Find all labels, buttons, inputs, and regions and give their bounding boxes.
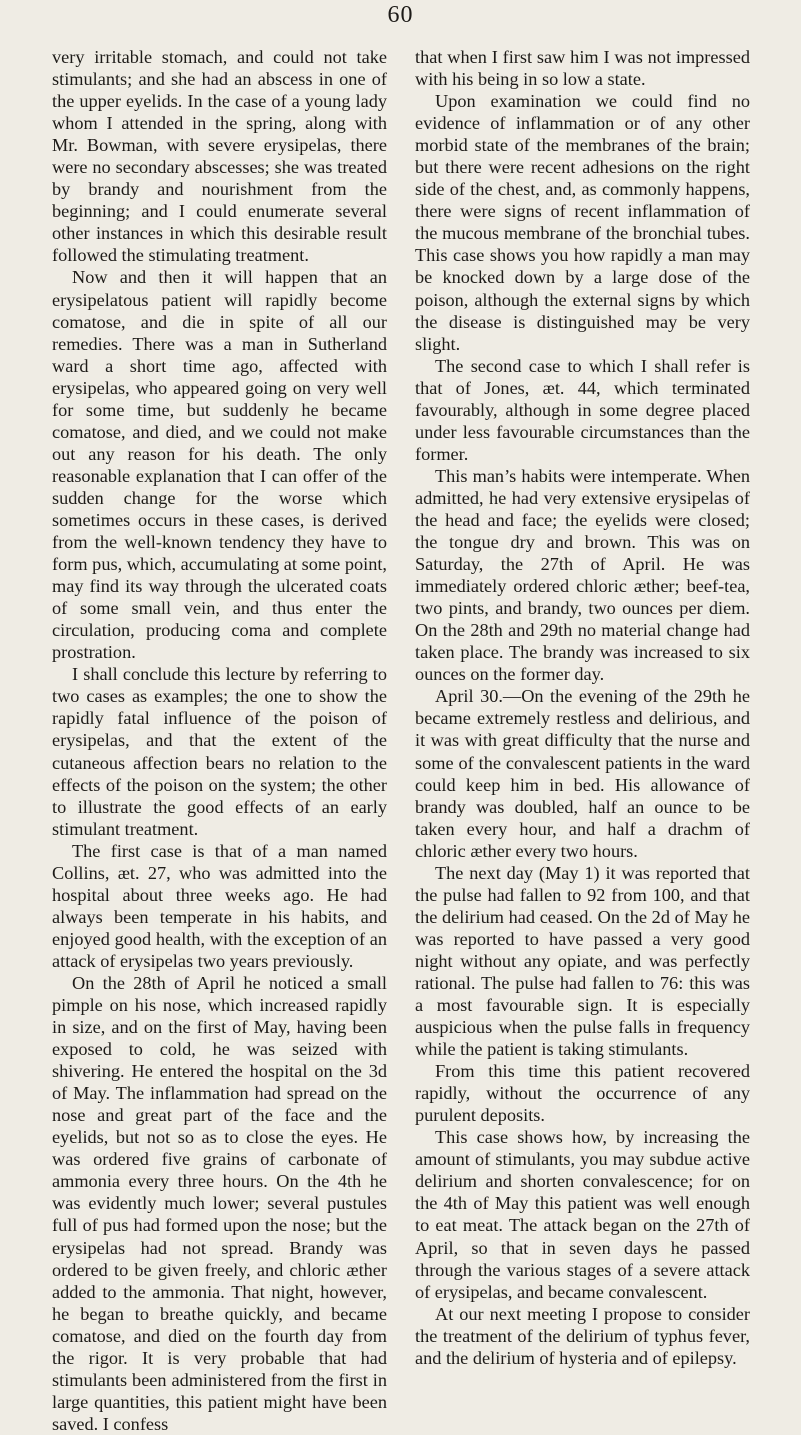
- paragraph: At our next meeting I propose to consider the treatment of the delirium of typhus fever, and the delirium of hysteria and of epilepsy.: [415, 1303, 750, 1368]
- paragraph: This man’s habits were intemperate. When admitted, he had very extensive erysipelas of the head and face; the eyelids were closed; the tongue dry and brown. This was on Saturday, the 27th of April. He was immediately ordered chloric æther; beef-tea, two pints, and brandy, two ounces per diem. On the 28th and 29th no material change had taken place. The brandy was increased to six ounces on the former day.: [415, 465, 750, 685]
- left-column: [52, 46, 387, 1435]
- paragraph: Now and then it will happen that an erysipelatous patient will rapidly become comatose, and die in spite of all our remedies. There was a man in Sutherland ward a short time ago, affected with erysipelas, who appeared going on very well for some time, but suddenly he became comatose, and died, and we could not make out any reason for his death. The only reasonable explanation that I can offer of the sudden change for the worse which sometimes occurs in these cases, is derived from the well-known tendency they have to form pus, which, accumulating at some point, may find its way through the ulcerated coats of some small vein, and thus enter the circulation, producing coma and complete prostration.: [52, 267, 387, 663]
- paragraph: On the 28th of April he noticed a small pimple on his nose, which increased rapidly in size, and on the first of May, having been exposed to cold, he was seized with shivering. He entered the hospital on the 3d of May. The inflammation had spread on the nose and great part of the face and the eyelids, but not so as to close the eyes. He was ordered five grains of carbonate of ammonia every three hours. On the 4th he was evidently much lower; several pustules full of pus had formed upon the nose; but the erysipelas had not spread. Brandy was ordered to be given freely, and chloric æther added to the ammonia. That night, however, he began to breathe quickly, and became comatose, and died on the fourth day from the rigor. It is very probable that had stimulants been administered from the first in large quantities, this patient might have been saved. I confess: [52, 972, 387, 1434]
- paragraph: very irritable stomach, and could not take stimulants; and she had an abscess in one of the upper eyelids. In the case of a young lady whom I attended in the spring, along with Mr. Bowman, with severe erysipelas, there were no secondary abscesses; she was treated by brandy and nourishment from the beginning; and I could enumerate several other instances in which this desirable result followed the stimulating treatment.: [52, 47, 387, 266]
- right-column: [415, 46, 750, 1369]
- paragraph: I shall conclude this lecture by referring to two cases as examples; the one to show the rapidly fatal influence of the poison of erysipelas, and that the extent of the cutaneous affection bears no relation to the effects of the poison on the system; the other to illustrate the good effects of an early stimulant treatment.: [52, 664, 387, 839]
- paragraph: From this time this patient recovered rapidly, without the occurrence of any purulent deposits.: [415, 1061, 750, 1126]
- page-number: 60: [387, 2, 414, 28]
- paragraph: The first case is that of a man named Collins, æt. 27, who was admitted into the hospital about three weeks ago. He had always been temperate in his habits, and enjoyed good health, with the exception of an attack of erysipelas two years previously.: [52, 840, 387, 971]
- paragraph: Upon examination we could find no evidence of inflammation or of any other morbid state of the membranes of the brain; but there were recent adhesions on the right side of the chest, and, as commonly happens, there were signs of recent inflammation of the mucous membrane of the bronchial tubes. This case shows you how rapidly a man may be knocked down by a large dose of the poison, although the external signs by which the disease is distinguished may be very slight.: [415, 91, 750, 354]
- paragraph: This case shows how, by increasing the amount of stimulants, you may subdue active delirium and shorten convalescence; for on the 4th of May this patient was well enough to eat meat. The attack began on the 27th of April, so that in seven days he passed through the various stages of a severe attack of erysipelas, and became convalescent.: [415, 1127, 750, 1302]
- paragraph: The second case to which I shall refer is that of Jones, æt. 44, which terminated favourably, although in some degree placed under less favourable circumstances than the former.: [415, 355, 750, 464]
- paragraph: that when I first saw him I was not impressed with his being in so low a state.: [415, 47, 750, 90]
- paragraph: The next day (May 1) it was reported that the pulse had fallen to 92 from 100, and that the delirium had ceased. On the 2d of May he was reported to have passed a very good night without any opiate, and was perfectly rational. The pulse had fallen to 76: this was a most favourable sign. It is especially auspicious when the pulse falls in frequency while the patient is taking stimulants.: [415, 862, 750, 1060]
- paragraph: April 30.—On the evening of the 29th he became extremely restless and delirious, and it was with great difficulty that the nurse and some of the convalescent patients in the ward could keep him in bed. His allowance of brandy was doubled, half an ounce to be taken every hour, and half a drachm of chloric æther every two hours.: [415, 686, 750, 861]
